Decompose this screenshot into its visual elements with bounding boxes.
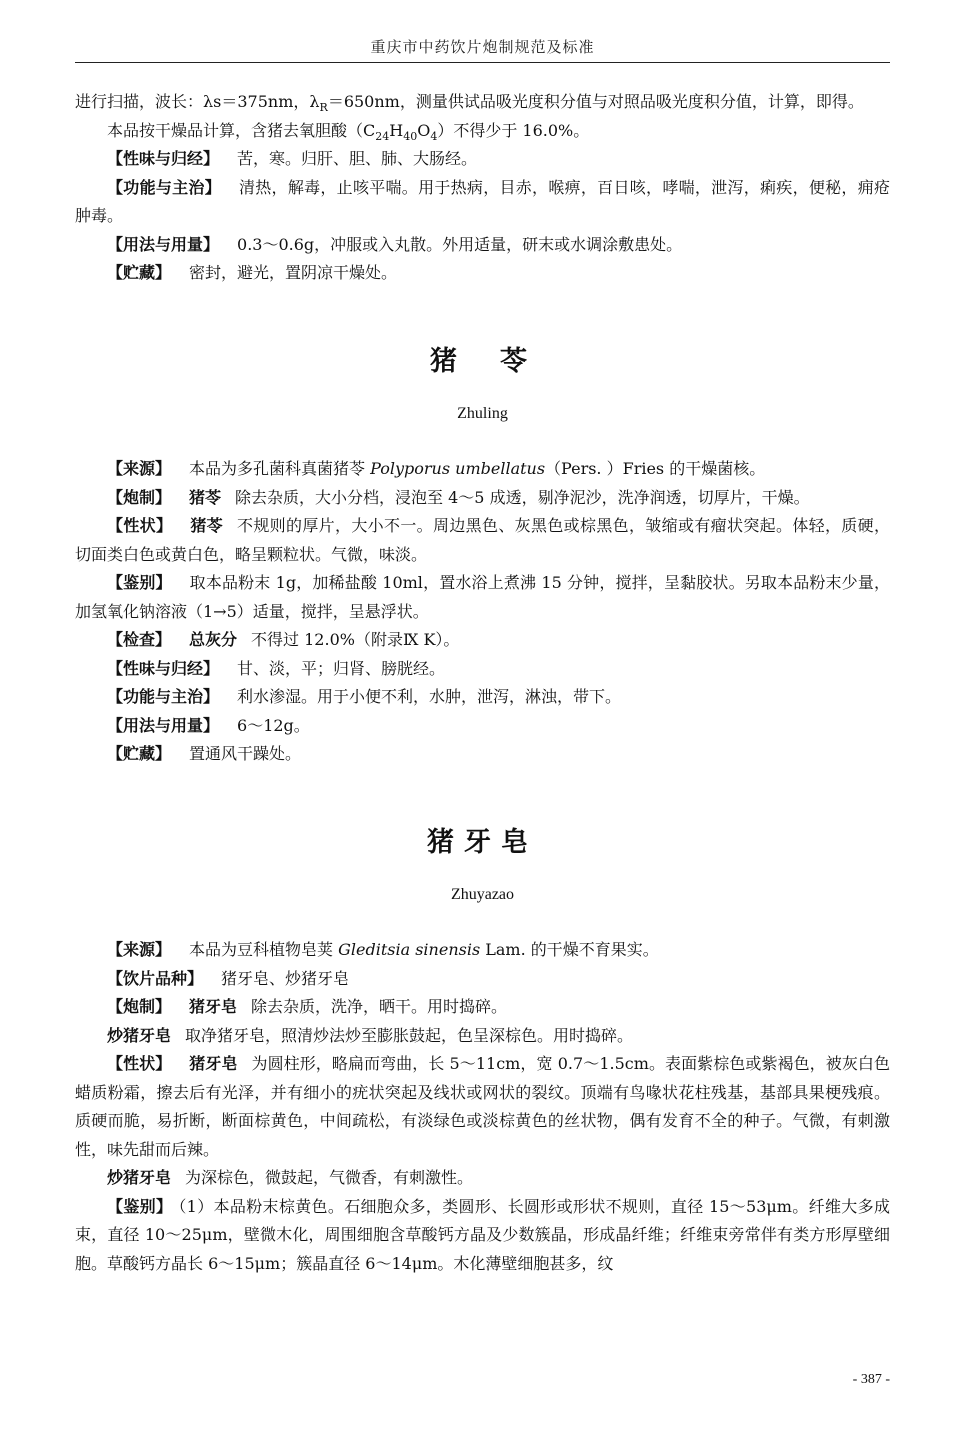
section-label: 【性状】 (107, 516, 173, 535)
property-paragraph: 【性味与归经】 甘、淡，平；归肾、膀胱经。 (107, 658, 446, 678)
page-number: - 387 - (852, 1372, 890, 1387)
subheading: 炒猪牙皂 (107, 1025, 172, 1045)
section-label: 【贮藏】 (107, 263, 172, 282)
test-paragraph: 【检查】 总灰分 不得过 12.0%（附录Ⅸ K）。 (107, 630, 460, 649)
description-paragraph: 【性状】 猪牙皂 为圆柱形，略扁而弯曲，长 5～11cm，宽 0.7～1.5cm。表面紫棕色或紫褐色，被灰白色蜡质粉霜，擦去后有光泽，并有细小的疣状突起及线状或网状的裂纹。顶端有鸟喙状花柱残基，基部具果梗残痕。质硬而脆，易折断，断面棕黄色，中间疏松，有淡绿色或淡棕黄色的丝状物，偶有发育不全的种子。气微，有刺激性，味先甜而后辣。 (75, 1054, 890, 1159)
section-label: 【鉴别】 (107, 1196, 173, 1216)
storage-paragraph: 【贮藏】 密封，避光，置阴凉干燥处。 (107, 263, 398, 282)
dosage-paragraph: 【用法与用量】 0.3～0.6g，冲服或入丸散。外用适量，研末或水调涂敷患处。 (107, 234, 683, 254)
variety-paragraph: 【饮片品种】 猪牙皂、炒猪牙皂 (107, 968, 350, 988)
dosage-paragraph: 【用法与用量】 6～12g。 (107, 715, 310, 735)
section-label: 【用法与用量】 (107, 234, 220, 254)
description-paragraph: 【性状】 猪苓 不规则的厚片，大小不一。周边黑色、灰黑色或棕黑色，皱缩或有瘤状突起。体轻，质硬，切面类白色或黄白色，略呈颗粒状。气微，味淡。 (75, 516, 890, 564)
monograph-title: 猪 苓 (430, 345, 535, 377)
section-label: 【检查】 (107, 630, 172, 649)
storage-paragraph: 【贮藏】 置通风干躁处。 (107, 744, 302, 763)
running-header: 重庆市中药饮片炮制规范及标准 (370, 38, 595, 56)
assay-paragraph: 本品按干燥品计算，含猪去氧胆酸$(C_{24}H_{40}O_4)$不得少于 16.0%。 (107, 120, 590, 143)
description-fried-paragraph: 炒猪牙皂 为深棕色，微鼓起，气微香，有刺激性。 (107, 1168, 474, 1187)
section-label: 【炮制】 (107, 997, 172, 1016)
section-label: 【来源】 (107, 940, 172, 959)
section-label: 【饮片品种】 (107, 968, 204, 988)
section-label: 【鉴别】 (107, 573, 172, 592)
function-paragraph: 【功能与主治】 利水渗湿。用于小便不利，水肿，泄泻，淋浊，带下。 (107, 687, 622, 706)
scan-paragraph: 进行扫描，波长：λs＝375nm，$\lambda_R=650nm$，测量供试品吸光度积分值与对照品吸光度积分值，计算，即得。 (75, 92, 864, 115)
subheading: 猪苓 (189, 487, 222, 507)
page-body (75, 88, 890, 1278)
monograph-title: 猪牙皂 (427, 826, 538, 858)
section-label: 【功能与主治】 (107, 177, 221, 197)
section-label: 【炮制】 (107, 487, 172, 507)
processing-fried-paragraph: 炒猪牙皂 取净猪牙皂，照清炒法炒至膨胀鼓起，色呈深棕色。用时捣碎。 (107, 1025, 634, 1045)
section-label: 【性状】 (107, 1054, 172, 1073)
source-paragraph: 【来源】 本品为多孔菌科真菌猪苓 Polyporus umbellatus（Pers. ）Fries 的干燥菌核。 (107, 459, 766, 478)
section-label: 【来源】 (107, 459, 172, 478)
processing-paragraph: 【炮制】 猪苓 除去杂质，大小分档，浸泡至 4～5 成透，剔净泥沙，洗净润透，切厚片，干燥。 (107, 487, 810, 507)
identification-paragraph: 【鉴别】 取本品粉末 1g，加稀盐酸 10ml，置水浴上煮沸 15 分钟，搅拌，呈黏胶状。另取本品粉末少量，加氢氧化钠溶液（1→5）适量，搅拌，呈悬浮状。 (75, 573, 890, 621)
header-rule (75, 62, 890, 63)
section-label: 【用法与用量】 (107, 715, 220, 735)
section-label: 【性味与归经】 (107, 149, 220, 168)
monograph-pinyin: Zhuling (457, 404, 508, 422)
subheading: 猪牙皂 (189, 997, 238, 1016)
section-label: 【性味与归经】 (107, 658, 220, 678)
subheading: 猪牙皂 (189, 1054, 238, 1073)
section-label: 【贮藏】 (107, 744, 172, 763)
processing-paragraph: 【炮制】 猪牙皂 除去杂质，洗净，晒干。用时捣碎。 (107, 997, 508, 1016)
identification-paragraph: 【鉴别】 （1）本品粉末棕黄色。石细胞众多，类圆形、长圆形或形状不规则，直径 15～53μm。纤维大多成束，直径 10～25μm，壁微木化，周围细胞含草酸钙方晶及少数簇晶，形成晶纤维；纤维束旁常伴有类方形厚壁细胞。草酸钙方晶长 6～15μm；簇晶直径 6～14μm。木化薄壁细胞甚多，纹 (75, 1196, 890, 1273)
subheading: 总灰分 (189, 630, 238, 649)
function-paragraph: 【功能与主治】 清热，解毒，止咳平喘。用于热病，目赤，喉痹，百日咳，哮喘，泄泻，痢疾，便秘，痈疮肿毒。 (75, 177, 890, 225)
source-paragraph: 【来源】 本品为豆科植物皂荚 Gleditsia sinensis Lam. 的干燥不育果实。 (107, 940, 659, 959)
monograph-pinyin: Zhuyazao (450, 885, 515, 903)
property-paragraph: 【性味与归经】 苦，寒。归肝、胆、肺、大肠经。 (107, 149, 478, 168)
section-label: 【功能与主治】 (107, 687, 220, 706)
subheading: 炒猪牙皂 (107, 1168, 172, 1187)
subheading: 猪苓 (190, 516, 224, 535)
